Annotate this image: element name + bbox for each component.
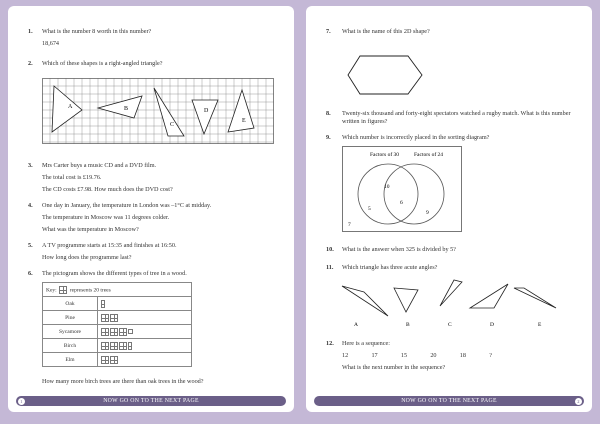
right-footer — [314, 396, 584, 406]
half-tree-symbol-icon — [101, 300, 105, 308]
tree-symbol-icon — [119, 328, 127, 336]
tree-symbol-icon — [101, 328, 109, 336]
pictogram-table — [42, 282, 192, 367]
tree-name: Pine — [43, 311, 98, 325]
key-label: Key: — [46, 286, 57, 293]
tree-name: Elm — [43, 353, 98, 367]
key-text: represents 20 trees — [69, 286, 111, 293]
q2-text: Which of these shapes is a right-angled triangle? — [42, 60, 163, 67]
seq-term-1: 12 — [342, 352, 349, 359]
acute-triangles — [336, 278, 576, 328]
q5-number: 5. — [28, 242, 33, 249]
venn-number-7[interactable]: 7 — [348, 222, 351, 228]
seq-term-4: 20 — [430, 352, 437, 359]
right-page — [306, 6, 592, 412]
q7-text: What is the name of this 2D shape? — [342, 28, 430, 35]
label-b: B — [124, 106, 129, 112]
q12-number: 12. — [326, 340, 334, 347]
q4-number: 4. — [28, 202, 33, 209]
label-d: D — [204, 108, 209, 114]
q4-line3: What was the temperature in Moscow? — [42, 226, 139, 233]
q1-number: 1. — [28, 28, 33, 35]
pictogram-row — [43, 297, 192, 311]
set-b-label: Factors of 24 — [414, 152, 444, 158]
sequence-row — [342, 352, 492, 359]
q4-line2: The temperature in Moscow was 11 degrees colder. — [42, 214, 170, 221]
tri-label-b: B — [406, 322, 410, 328]
seq-term-3: 15 — [400, 352, 408, 359]
tree-symbol-icon — [119, 342, 127, 350]
quarter-tree-symbol-icon — [128, 329, 133, 334]
q12-question: What is the next number in the sequence? — [342, 364, 446, 371]
triangle-a[interactable] — [52, 86, 82, 132]
label-e: E — [242, 118, 246, 124]
pictogram-row — [43, 325, 192, 339]
venn-number-10[interactable]: 10 — [384, 184, 390, 190]
triangle-grid — [42, 78, 274, 144]
q3-line1: Mrs Carter buys a music CD and a DVD film. — [42, 162, 157, 169]
q8-line2: written in figures? — [342, 118, 388, 125]
tree-symbol-icon — [110, 356, 118, 364]
left-page — [8, 6, 294, 412]
tree-name: Sycamore — [43, 325, 98, 339]
acute-triangle-e[interactable] — [514, 288, 556, 308]
tree-symbol-icon — [110, 314, 118, 322]
acute-triangle-d[interactable] — [470, 284, 508, 308]
venn-diagram — [342, 146, 462, 232]
tree-symbol-icon — [101, 342, 109, 350]
pictogram-row — [43, 353, 192, 367]
q4-line1: One day in January, the temperature in London was –1°C at midday. — [42, 202, 212, 209]
q11-text: Which triangle has three acute angles? — [342, 264, 438, 271]
q11-number: 11. — [326, 264, 334, 271]
left-footer — [16, 396, 286, 406]
q7-number: 7. — [326, 28, 331, 35]
q1-text: What is the number 8 worth in this number? — [42, 28, 152, 35]
q3-line3: The CD costs £7.98. How much does the DVD cost? — [42, 186, 173, 193]
left-footer-text: NOW GO ON TO THE NEXT PAGE — [103, 398, 199, 404]
label-a: A — [68, 104, 73, 110]
tri-label-d: D — [490, 322, 494, 328]
triangle-d[interactable] — [192, 100, 218, 134]
tri-label-c: C — [448, 322, 452, 328]
seq-term-next: ? — [489, 352, 492, 359]
seq-term-2: 17 — [371, 352, 378, 359]
q6-question: How many more birch trees are there than oak trees in the wood? — [42, 378, 204, 385]
q8-number: 8. — [326, 110, 331, 117]
pictogram-row — [43, 339, 192, 353]
hexagon-shape — [346, 54, 424, 96]
tree-symbols — [98, 297, 192, 311]
q1-value: 18,674 — [42, 40, 60, 47]
q2-number: 2. — [28, 60, 33, 67]
tree-symbols — [98, 325, 192, 339]
q3-number: 3. — [28, 162, 33, 169]
tree-symbols — [98, 353, 192, 367]
right-footer-text: NOW GO ON TO THE NEXT PAGE — [401, 398, 497, 404]
tree-symbol-icon — [101, 356, 109, 364]
q3-line2: The total cost is £19.76. — [42, 174, 102, 181]
tree-symbols — [98, 339, 192, 353]
tree-symbol-icon — [101, 314, 109, 322]
venn-number-9[interactable]: 9 — [426, 210, 429, 216]
q9-text: Which number is incorrectly placed in the sorting diagram? — [342, 134, 490, 141]
q6-number: 6. — [28, 270, 33, 277]
tri-label-e: E — [538, 322, 542, 328]
q5-line1: A TV programme starts at 15:35 and finishes at 16:50. — [42, 242, 177, 249]
label-c: C — [170, 122, 175, 128]
seq-term-5: 18 — [459, 352, 466, 359]
acute-triangle-a[interactable] — [342, 286, 388, 316]
tree-symbols — [98, 311, 192, 325]
pictogram-key — [43, 283, 192, 297]
half-tree-symbol-icon — [128, 342, 132, 350]
q8-line1: Twenty-six thousand and forty-eight spectators watched a rugby match. What is this number — [342, 110, 571, 117]
acute-triangle-c[interactable] — [440, 280, 462, 306]
tree-symbol-icon — [59, 286, 67, 294]
set-a-label: Factors of 30 — [370, 152, 400, 158]
left-page-number: 1 — [18, 398, 25, 405]
q6-text: The pictogram shows the different types of tree in a wood. — [42, 270, 187, 277]
tree-name: Oak — [43, 297, 98, 311]
tri-label-a: A — [354, 322, 358, 328]
venn-number-6[interactable]: 6 — [400, 200, 403, 206]
pictogram-row — [43, 311, 192, 325]
tree-name: Birch — [43, 339, 98, 353]
acute-triangle-b[interactable] — [394, 288, 418, 312]
q10-text: What is the answer when 325 is divided by 5? — [342, 246, 456, 253]
tree-symbol-icon — [110, 342, 118, 350]
q9-number: 9. — [326, 134, 331, 141]
tree-symbol-icon — [110, 328, 118, 336]
triangle-b[interactable] — [98, 96, 142, 118]
venn-number-5[interactable]: 5 — [368, 206, 371, 212]
triangle-c[interactable] — [154, 88, 184, 136]
q10-number: 10. — [326, 246, 334, 253]
q5-line2: How long does the programme last? — [42, 254, 132, 261]
q12-text: Here is a sequence: — [342, 340, 390, 347]
right-page-number: 2 — [575, 398, 582, 405]
